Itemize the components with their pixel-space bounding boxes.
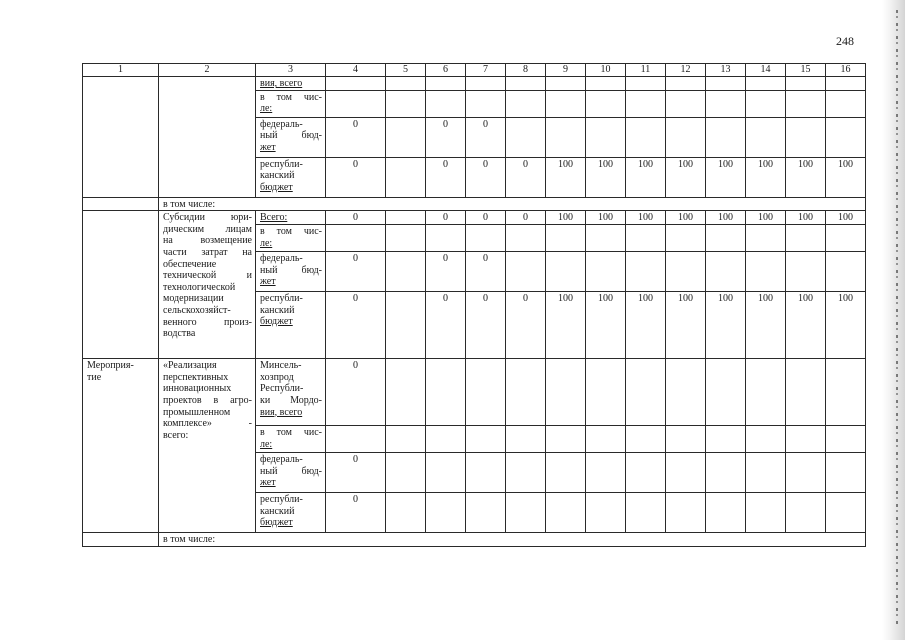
empty-cell	[83, 197, 159, 211]
value-cell	[786, 493, 826, 533]
cell-line: республи-	[260, 494, 303, 506]
value-cell	[706, 225, 746, 252]
value-cell: 0	[506, 211, 546, 225]
funding-source-cell	[256, 493, 326, 533]
table-row	[83, 359, 866, 426]
value-cell	[746, 359, 786, 426]
value-cell	[466, 225, 506, 252]
cell-line: хозпрод	[260, 371, 294, 383]
funding-source-cell	[256, 90, 326, 117]
cell-line: канский	[260, 304, 295, 316]
value-cell	[666, 426, 706, 453]
cell-line: промышленном	[163, 406, 231, 418]
cell-line: ный бюд-	[260, 130, 322, 142]
value-cell	[506, 493, 546, 533]
measure-name-cell	[159, 77, 256, 198]
value-cell	[826, 90, 866, 117]
value-cell	[426, 493, 466, 533]
value-cell	[626, 359, 666, 426]
budget-table	[82, 63, 866, 547]
value-cell: 0	[426, 211, 466, 225]
cell-line: тие	[87, 371, 102, 383]
funding-source-cell	[256, 157, 326, 197]
value-cell: 100	[586, 211, 626, 225]
value-cell: 100	[706, 211, 746, 225]
page-number: 248	[836, 34, 854, 48]
value-cell	[626, 453, 666, 493]
value-cell	[506, 90, 546, 117]
value-cell: 0	[326, 359, 386, 426]
value-cell	[586, 90, 626, 117]
value-cell	[386, 426, 426, 453]
cell-line: ки Мордо-	[260, 394, 322, 406]
value-cell: 0	[326, 252, 386, 292]
value-cell: 0	[326, 292, 386, 359]
value-cell: 100	[546, 292, 586, 359]
value-cell	[506, 117, 546, 157]
value-cell	[466, 426, 506, 453]
value-cell	[746, 225, 786, 252]
value-cell	[666, 453, 706, 493]
value-cell	[586, 225, 626, 252]
value-cell	[626, 252, 666, 292]
value-cell	[426, 453, 466, 493]
value-cell: 100	[786, 211, 826, 225]
cell-line: вия, всего	[260, 406, 303, 418]
cell-line: водства	[163, 328, 196, 340]
value-cell	[626, 117, 666, 157]
value-cell	[466, 90, 506, 117]
value-cell	[386, 211, 426, 225]
value-cell	[386, 77, 426, 91]
cell-line: федераль-	[260, 253, 303, 265]
cell-line: Республи-	[260, 383, 304, 395]
value-cell	[426, 225, 466, 252]
funding-source-cell	[256, 453, 326, 493]
value-cell	[746, 90, 786, 117]
value-cell: 100	[706, 157, 746, 197]
value-cell: 0	[466, 157, 506, 197]
value-cell	[326, 426, 386, 453]
value-cell	[706, 453, 746, 493]
cell-line: ле:	[260, 438, 273, 450]
value-cell	[386, 493, 426, 533]
value-cell	[826, 117, 866, 157]
subheading-cell: в том числе:	[159, 197, 866, 211]
header-cell: 9	[546, 64, 586, 77]
value-cell	[386, 225, 426, 252]
value-cell: 100	[666, 292, 706, 359]
value-cell	[706, 493, 746, 533]
value-cell	[586, 359, 626, 426]
value-cell: 0	[466, 252, 506, 292]
cell-line: федераль-	[260, 454, 303, 466]
value-cell	[586, 77, 626, 91]
cell-line: в том чис-	[260, 91, 322, 103]
value-cell	[586, 453, 626, 493]
value-cell	[506, 225, 546, 252]
header-cell: 11	[626, 64, 666, 77]
header-cell: 3	[256, 64, 326, 77]
value-cell	[826, 453, 866, 493]
value-cell: 100	[826, 292, 866, 359]
measure-type-cell	[83, 211, 159, 359]
value-cell	[826, 225, 866, 252]
cell-line: жет	[260, 276, 276, 288]
value-cell: 100	[586, 292, 626, 359]
cell-line: модернизации	[163, 293, 224, 305]
header-cell: 12	[666, 64, 706, 77]
value-cell	[466, 359, 506, 426]
value-cell	[786, 359, 826, 426]
value-cell: 100	[746, 292, 786, 359]
value-cell	[786, 77, 826, 91]
value-cell	[326, 225, 386, 252]
value-cell: 100	[626, 292, 666, 359]
value-cell	[826, 426, 866, 453]
cell-line: республи-	[260, 158, 303, 170]
cell-line: всего:	[163, 429, 189, 441]
funding-source-cell	[256, 359, 326, 426]
value-cell	[506, 77, 546, 91]
cell-line: канский	[260, 505, 295, 517]
value-cell: 100	[626, 211, 666, 225]
value-cell	[826, 493, 866, 533]
subheading-cell: в том числе:	[159, 533, 866, 547]
value-cell	[706, 77, 746, 91]
value-cell	[626, 90, 666, 117]
cell-line: ный бюд-	[260, 465, 322, 477]
cell-line: Всего:	[260, 212, 288, 224]
cell-line: федераль-	[260, 118, 303, 130]
header-cell: 14	[746, 64, 786, 77]
value-cell: 0	[426, 157, 466, 197]
value-cell	[386, 252, 426, 292]
value-cell	[326, 77, 386, 91]
value-cell: 0	[506, 157, 546, 197]
value-cell	[626, 77, 666, 91]
value-cell: 100	[786, 292, 826, 359]
measure-type-cell	[83, 359, 159, 533]
value-cell	[426, 359, 466, 426]
cell-line: канский	[260, 170, 295, 182]
value-cell	[586, 252, 626, 292]
value-cell	[546, 453, 586, 493]
header-cell: 2	[159, 64, 256, 77]
value-cell: 100	[746, 211, 786, 225]
value-cell: 0	[466, 292, 506, 359]
cell-line: бюджет	[260, 316, 293, 328]
value-cell: 0	[426, 252, 466, 292]
measure-name-cell	[159, 359, 256, 533]
cell-line: технической и	[163, 270, 252, 282]
cell-line: комплексе» -	[163, 418, 252, 430]
value-cell	[626, 225, 666, 252]
cell-line: дическим лицам	[163, 223, 252, 235]
value-cell: 0	[326, 493, 386, 533]
cell-line: части затрат на	[163, 246, 252, 258]
value-cell: 100	[746, 157, 786, 197]
cell-line: «Реализация	[163, 360, 217, 372]
value-cell: 100	[586, 157, 626, 197]
cell-line: Минсель-	[260, 360, 302, 372]
value-cell	[706, 252, 746, 292]
value-cell	[506, 453, 546, 493]
funding-source-cell	[256, 426, 326, 453]
value-cell	[826, 77, 866, 91]
value-cell	[466, 77, 506, 91]
value-cell	[546, 90, 586, 117]
value-cell	[426, 90, 466, 117]
value-cell: 100	[826, 157, 866, 197]
value-cell	[746, 493, 786, 533]
scan-binding-edge	[896, 10, 898, 625]
funding-source-cell	[256, 117, 326, 157]
header-cell: 1	[83, 64, 159, 77]
header-cell: 13	[706, 64, 746, 77]
value-cell	[786, 426, 826, 453]
value-cell: 100	[546, 211, 586, 225]
cell-line: ле:	[260, 237, 273, 249]
value-cell	[466, 453, 506, 493]
cell-line: венного произ-	[163, 316, 252, 328]
value-cell	[386, 117, 426, 157]
value-cell	[586, 493, 626, 533]
value-cell: 0	[466, 211, 506, 225]
header-cell: 4	[326, 64, 386, 77]
header-row	[83, 64, 866, 77]
value-cell: 100	[826, 211, 866, 225]
value-cell	[626, 426, 666, 453]
header-cell: 16	[826, 64, 866, 77]
value-cell	[386, 90, 426, 117]
value-cell	[706, 426, 746, 453]
value-cell	[666, 359, 706, 426]
cell-line: жет	[260, 141, 276, 153]
cell-line: республи-	[260, 293, 303, 305]
value-cell	[506, 359, 546, 426]
value-cell	[666, 493, 706, 533]
value-cell	[546, 77, 586, 91]
value-cell	[426, 426, 466, 453]
cell-line: Мероприя-	[87, 360, 134, 372]
header-cell: 7	[466, 64, 506, 77]
value-cell	[706, 359, 746, 426]
value-cell	[506, 426, 546, 453]
cell-line: перспективных	[163, 371, 229, 383]
scan-binding-shadow	[882, 0, 905, 640]
funding-source-cell	[256, 252, 326, 292]
value-cell: 100	[786, 157, 826, 197]
cell-line: технологической	[163, 281, 236, 293]
value-cell	[466, 493, 506, 533]
value-cell	[546, 117, 586, 157]
cell-line: бюджет	[260, 517, 293, 529]
measure-name-cell	[159, 211, 256, 359]
value-cell	[746, 77, 786, 91]
value-cell	[666, 90, 706, 117]
value-cell: 0	[426, 292, 466, 359]
cell-line: инновационных	[163, 383, 232, 395]
funding-source-cell	[256, 225, 326, 252]
value-cell: 100	[666, 211, 706, 225]
value-cell	[746, 426, 786, 453]
cell-line: ле:	[260, 103, 273, 115]
value-cell: 100	[546, 157, 586, 197]
value-cell: 100	[706, 292, 746, 359]
value-cell: 100	[666, 157, 706, 197]
value-cell	[386, 157, 426, 197]
header-cell: 5	[386, 64, 426, 77]
cell-line: жет	[260, 477, 276, 489]
value-cell	[586, 426, 626, 453]
cell-line: проектов в агро-	[163, 394, 252, 406]
table-row	[83, 77, 866, 91]
funding-source-cell	[256, 77, 326, 91]
cell-line: в том чис-	[260, 427, 322, 439]
funding-source-cell	[256, 211, 326, 225]
value-cell	[746, 252, 786, 292]
value-cell: 0	[326, 211, 386, 225]
cell-line: Субсидии юри-	[163, 212, 252, 224]
value-cell	[786, 90, 826, 117]
value-cell	[706, 90, 746, 117]
funding-source-cell	[256, 292, 326, 359]
value-cell	[386, 292, 426, 359]
value-cell: 0	[426, 117, 466, 157]
value-cell: 0	[326, 157, 386, 197]
value-cell	[826, 252, 866, 292]
value-cell	[826, 359, 866, 426]
value-cell	[426, 77, 466, 91]
value-cell	[786, 252, 826, 292]
cell-line: ный бюд-	[260, 264, 322, 276]
value-cell	[666, 77, 706, 91]
value-cell	[746, 453, 786, 493]
value-cell	[546, 359, 586, 426]
value-cell	[386, 359, 426, 426]
value-cell	[706, 117, 746, 157]
value-cell	[666, 117, 706, 157]
cell-line: вия, всего	[260, 78, 303, 89]
value-cell	[546, 493, 586, 533]
cell-line: на возмещение	[163, 235, 252, 247]
value-cell: 100	[626, 157, 666, 197]
value-cell	[786, 117, 826, 157]
cell-line: в том чис-	[260, 226, 322, 238]
header-cell: 8	[506, 64, 546, 77]
header-cell: 15	[786, 64, 826, 77]
value-cell	[546, 252, 586, 292]
value-cell	[386, 453, 426, 493]
table-row	[83, 211, 866, 225]
value-cell	[626, 493, 666, 533]
header-cell: 10	[586, 64, 626, 77]
value-cell: 0	[466, 117, 506, 157]
value-cell	[666, 252, 706, 292]
value-cell	[546, 426, 586, 453]
cell-line: обеспечение	[163, 258, 217, 270]
value-cell: 0	[326, 117, 386, 157]
value-cell	[326, 90, 386, 117]
cell-line: сельскохозяйст-	[163, 304, 231, 316]
value-cell: 0	[506, 292, 546, 359]
subheading-row	[83, 197, 866, 211]
measure-type-cell	[83, 77, 159, 198]
subheading-row	[83, 533, 866, 547]
value-cell	[586, 117, 626, 157]
value-cell	[746, 117, 786, 157]
value-cell	[546, 225, 586, 252]
value-cell	[786, 453, 826, 493]
header-cell: 6	[426, 64, 466, 77]
value-cell	[666, 225, 706, 252]
cell-line: бюджет	[260, 181, 293, 193]
empty-cell	[83, 533, 159, 547]
value-cell: 0	[326, 453, 386, 493]
value-cell	[506, 252, 546, 292]
value-cell	[786, 225, 826, 252]
